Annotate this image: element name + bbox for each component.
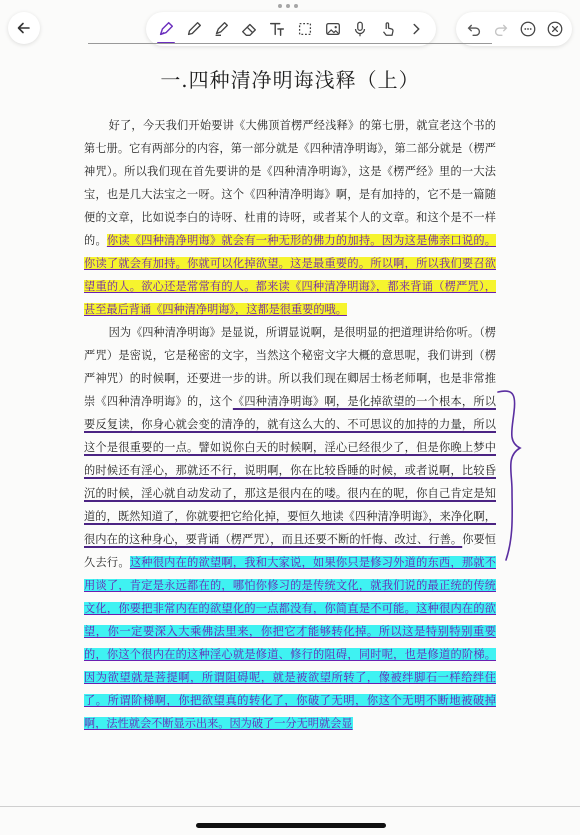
pencil-icon[interactable]: [183, 18, 205, 40]
page-title: 一.四种清净明诲浅释（上）: [160, 68, 420, 92]
home-indicator[interactable]: [196, 823, 386, 828]
handwritten-bracket-annotation: [494, 386, 526, 566]
paragraph: [84, 321, 496, 735]
drawing-tools: [146, 12, 436, 46]
more-icon[interactable]: [517, 18, 539, 40]
chevron-right-icon[interactable]: [405, 18, 427, 40]
text-tool-icon[interactable]: [266, 18, 288, 40]
top-toolbar: [0, 0, 580, 60]
lasso-select-icon[interactable]: [294, 18, 316, 40]
fountain-pen-icon[interactable]: [155, 18, 177, 40]
hand-touch-icon[interactable]: [377, 18, 399, 40]
image-icon[interactable]: [322, 18, 344, 40]
highlighted-text-cyan: 这种很内在的欲望啊，我和大家说，如果你只是修习外道的东西，那就不用谈了，肯定是永远都在的，哪怕你修习的是传统文化，就我们说的最正统的传统文化，你要把非常内在的欲望化的一点都没有，你简直是不可能。这种很内在的欲望，你一定要深入大乘佛法里来，你把它才能够转化掉。所以这是特别特别重要的，你这个很内在的这种淫心就是修道、修行的阻碍，同时呢，也是修道的阶梯。因为欲望就是菩提啊，所谓阻碍呢，就是被欲望所转了，像被绊脚石一样给绊住了。所谓阶梯啊，你把欲望真的转化了，你破了无明，你这个无明不断地被破掉啊，法性就会不断显示出来。因为破了一分无明就会显: [84, 556, 496, 730]
redo-icon[interactable]: [490, 18, 512, 40]
back-button[interactable]: [8, 12, 40, 44]
back-arrow-icon: [16, 20, 32, 36]
document-body: [84, 114, 496, 735]
page-bottom-rule: [0, 806, 580, 807]
drag-handle[interactable]: [278, 4, 302, 10]
highlighter-icon[interactable]: [210, 18, 232, 40]
microphone-icon[interactable]: [349, 18, 371, 40]
close-icon[interactable]: [544, 18, 566, 40]
paragraph-text: 因为《四种清净明诲》是显说，所谓显说啊，是很明显的把道理讲给你听。（楞严咒）是密说，它是秘密的文字，当然这个秘密文字大概的意思呢，我们讲到（楞严神咒）的时候啊，还要进一步的讲。所以我们现在卿居士杨老师啊，也是非常推崇《四种清净明诲》的，这个: [84, 326, 496, 408]
underlined-text: 《四种清净明诲》啊，是化掉欲望的一个根本，所以要反复读，你身心就会变的清净的，就有这么大的、不可思议的加持的力量，所以这个是很重要的一点。譬如说你白天的时候啊，淫心已经很少了，但是你晚上梦中的时候还有淫心，那就还不行，说明啊，你在比较昏睡的时候，或者说啊，比较昏沉的时候，淫心就自动发动了，那这是很内在的喽。很内在的呢，你自己肯定是知道的，既然知道了，你就要把它给化掉，要恒久地读《四种清净明诲》，来净化啊，很内在的这种身心，要背诵（楞严咒），而且还要不断的忏悔、改过、行善。: [84, 395, 496, 546]
undo-icon[interactable]: [463, 18, 485, 40]
paragraph-text: 你要恒久去行。: [84, 533, 496, 569]
eraser-icon[interactable]: [238, 18, 260, 40]
document-actions: [456, 12, 572, 46]
paragraph-text: 好了，今天我们开始要讲《大佛顶首楞严经浅释》的第七册，就宣老这个书的第七册。它有两部分的内容，第一部分就是《四种清净明诲》，第二部分就是（楞严神咒）。所以我们现在首先要讲的是《四种清净明诲》，这是《楞严经》里的一大法宝，也是几大法宝之一呀。这个《四种清净明诲》啊，是有加持的，它不是一篇随便的文章，比如说李白的诗呀、杜甫的诗呀，或者某个人的文章。和这个是不一样的。: [84, 119, 496, 247]
page-top-rule: [88, 43, 492, 44]
paragraph: [84, 114, 496, 321]
highlighted-text-yellow: 你读《四种清净明诲》就会有一种无形的佛力的加持。因为这是佛亲口说的。你读了就会有加持。你就可以化掉欲望。这是最重要的。所以啊，所以我们要召欲望重的人。欲心还是常常有的人。都来读《四种清净明诲》，都来背诵（楞严咒），甚至最后背诵《四种清净明诲》，这都是很重要的哦。: [84, 234, 496, 316]
